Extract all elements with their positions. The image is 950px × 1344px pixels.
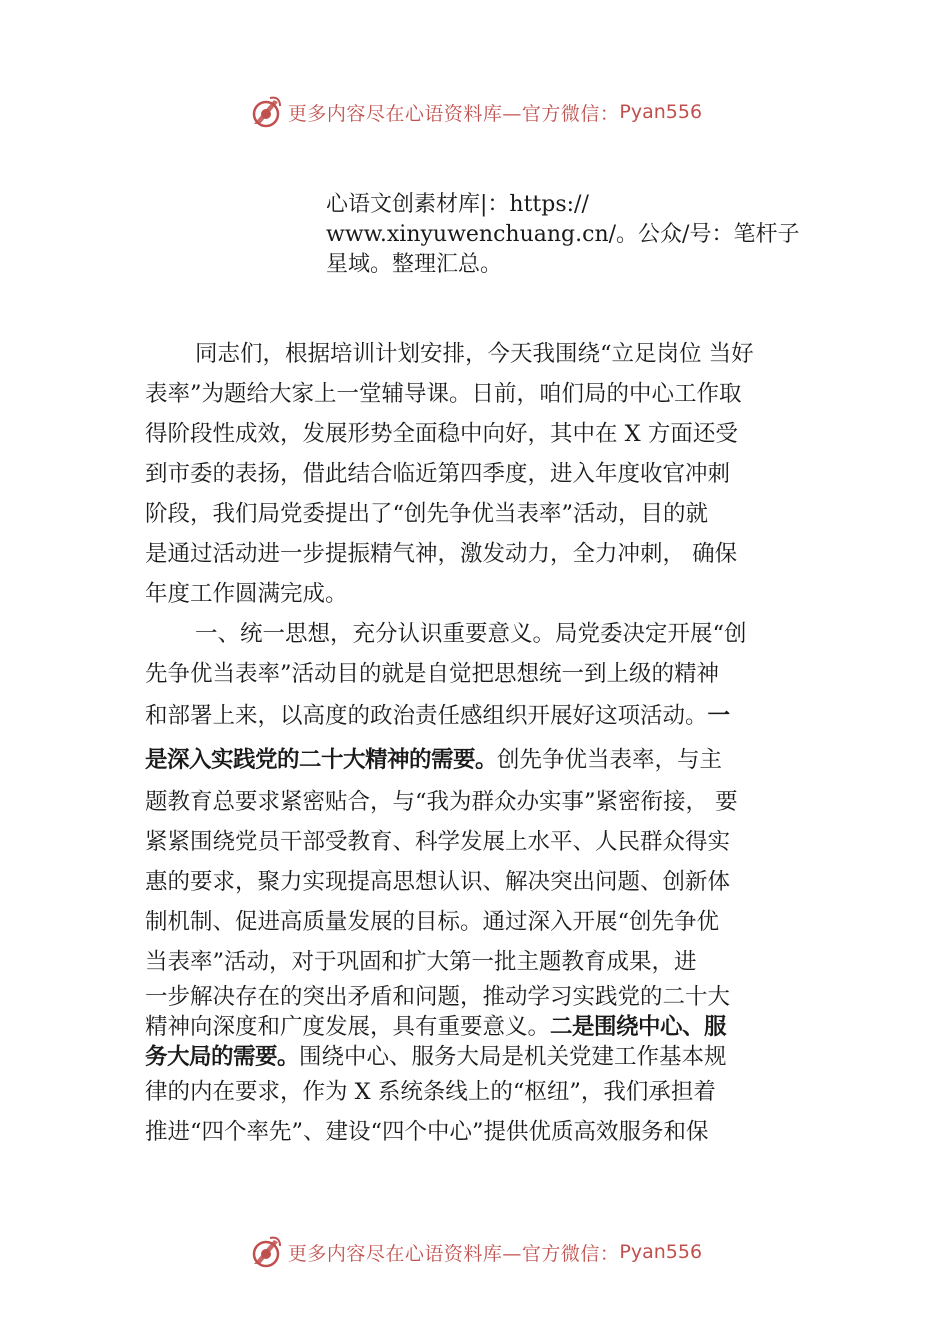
source-line: www.xinyuwenchuang.cn/。公众/号：笔杆子 xyxy=(326,222,800,247)
paragraph-line: 一、统一思想，充分认识重要意义。局党委决定开展“创 xyxy=(195,621,747,647)
line-text: 和部署上来，以高度的政治责任感组织开展好这项活动。 xyxy=(145,703,708,729)
paragraph-line: 表率”为题给大家上一堂辅导课。日前，咱们局的中心工作取 xyxy=(145,381,742,407)
paragraph-line: 年度工作圆满完成。 xyxy=(145,581,348,607)
paragraph-line: 惠的要求，聚力实现提高思想认识、解决突出问题、创新体 xyxy=(145,869,731,895)
watermark-wechat-id: Pyan556 xyxy=(619,1241,703,1263)
paragraph-line: 一步解决存在的突出矛盾和问题，推动学习实践党的二十大 xyxy=(145,984,731,1010)
line-text: 精神向深度和广度发展，具有重要意义。 xyxy=(145,1014,551,1040)
paragraph-line xyxy=(145,1042,830,1072)
paragraph-line: 制机制、促进高质量发展的目标。通过深入开展“创先争优 xyxy=(145,909,720,935)
paragraph-line: 同志们，根据培训计划安排，今天我围绕“立足岗位 当好 xyxy=(195,341,754,367)
paragraph-line: 阶段，我们局党委提出了“创先争优当表率”活动，目的就 xyxy=(145,501,709,527)
footer-watermark xyxy=(0,1232,950,1272)
paragraph-line: 到市委的表扬，借此结合临近第四季度，进入年度收官冲刺 xyxy=(145,461,731,487)
paragraph-line: 得阶段性成效，发展形势全面稳中向好，其中在 X 方面还受 xyxy=(145,421,738,447)
source-line: 心语文创素材库|：https:// xyxy=(326,192,589,217)
paragraph-line: 律的内在要求，作为 X 系统条线上的“枢纽”，我们承担着 xyxy=(145,1079,716,1105)
bold-lead: 一 xyxy=(707,703,730,729)
paragraph-line xyxy=(145,738,830,782)
paragraph-line xyxy=(145,694,830,738)
watermark-text: 更多内容尽在心语资料库—官方微信： xyxy=(287,102,620,125)
paragraph-line: 是通过活动进一步提振精气神，激发动力，全力冲刺， 确保 xyxy=(145,541,738,567)
bold-lead: 二是围绕中心、服 xyxy=(550,1014,727,1040)
paragraph-line: 先争优当表率”活动目的就是自觉把思想统一到上级的精神 xyxy=(145,661,720,687)
paragraph-line: 紧紧围绕党员干部受教育、科学发展上水平、人民群众得实 xyxy=(145,829,731,855)
quill-pen-seal-icon xyxy=(248,1234,284,1270)
paragraph-line: 题教育总要求紧密贴合，与“我为群众办实事”紧密衔接， 要 xyxy=(145,789,738,815)
bold-lead: 务大局的需要。 xyxy=(145,1044,300,1070)
line-text: 创先争优当表率，与主 xyxy=(497,747,723,773)
paragraph-line: 推进“四个率先”、建设“四个中心”提供优质高效服务和保 xyxy=(145,1119,709,1145)
paragraph-line xyxy=(145,1012,830,1042)
source-note xyxy=(326,190,836,280)
watermark-wechat-id: Pyan556 xyxy=(619,101,703,123)
watermark-text: 更多内容尽在心语资料库—官方微信： xyxy=(287,1242,620,1265)
source-line: 星域。整理汇总。 xyxy=(326,252,503,277)
header-watermark xyxy=(0,92,950,132)
bold-lead: 是深入实践党的二十大精神的需要。 xyxy=(145,747,498,773)
document-body xyxy=(145,334,830,1152)
line-text: 围绕中心、服务大局是机关党建工作基本规 xyxy=(299,1044,727,1070)
quill-pen-seal-icon xyxy=(248,94,284,130)
paragraph-line: 当表率”活动，对于巩固和扩大第一批主题教育成果，进 xyxy=(145,949,697,975)
